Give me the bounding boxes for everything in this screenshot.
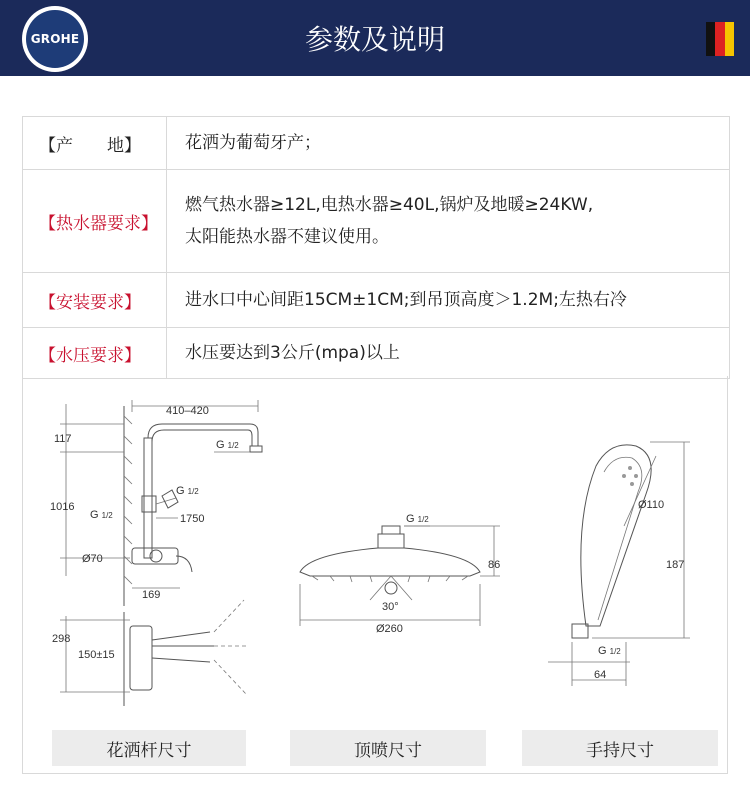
- spec-row-pressure: [23, 328, 729, 379]
- dim-64: 64: [594, 669, 607, 681]
- spec-label: 【水压要求】: [23, 328, 167, 378]
- spec-label: 【产 地】: [23, 117, 167, 169]
- spec-row-heater: [23, 170, 729, 273]
- german-flag-icon: [706, 22, 734, 56]
- logo-text: GROHE: [30, 32, 80, 46]
- spec-value: 进水口中心间距15CM±1CM;到吊顶高度＞1.2M;左热右冷: [185, 290, 627, 310]
- dim-30: 30°: [382, 601, 399, 613]
- dim-298: 298: [52, 633, 71, 645]
- dim-width: 410–420: [166, 405, 209, 417]
- head-shower-diagram: [300, 513, 500, 635]
- header-bar: [0, 0, 750, 76]
- shower-rod-diagram: [50, 400, 262, 706]
- dimension-drawings: [0, 376, 750, 726]
- page-title: 参数及说明: [304, 23, 445, 56]
- dim-1016: 1016: [50, 501, 75, 513]
- thread-label: G 1/2: [406, 513, 429, 525]
- thread-label: G 1/2: [216, 439, 239, 451]
- spec-table: [22, 116, 730, 379]
- spec-label: 【热水器要求】: [23, 170, 167, 272]
- spec-row-install: [23, 273, 729, 328]
- dim-1750: 1750: [180, 513, 205, 525]
- spec-row-origin: [23, 117, 729, 170]
- caption-head-shower: 顶喷尺寸: [290, 730, 486, 766]
- dim-70: Ø70: [82, 553, 103, 565]
- dim-86: 86: [488, 559, 501, 571]
- dim-260: Ø260: [376, 623, 403, 635]
- spec-label: 【安装要求】: [23, 273, 167, 327]
- caption-hand-shower: 手持尺寸: [522, 730, 718, 766]
- dim-169: 169: [142, 589, 161, 601]
- spec-value: 花洒为葡萄牙产；: [185, 133, 321, 153]
- dim-110: Ø110: [638, 499, 665, 511]
- dim-117: 117: [54, 433, 72, 445]
- caption-shower-rod: 花洒杆尺寸: [52, 730, 246, 766]
- dim-187: 187: [666, 559, 685, 571]
- hand-shower-diagram: [548, 442, 690, 686]
- spec-value: 燃气热水器≥12L,电热水器≥40L,锅炉及地暖≥24KW, 太阳能热水器不建议使用。: [185, 195, 594, 247]
- dim-150: 150±15: [78, 649, 115, 661]
- thread-label: G 1/2: [176, 485, 199, 497]
- spec-value: 水压要达到3公斤(mpa)以上: [185, 343, 400, 363]
- thread-label: G 1/2: [598, 645, 621, 657]
- thread-label: G 1/2: [90, 509, 113, 521]
